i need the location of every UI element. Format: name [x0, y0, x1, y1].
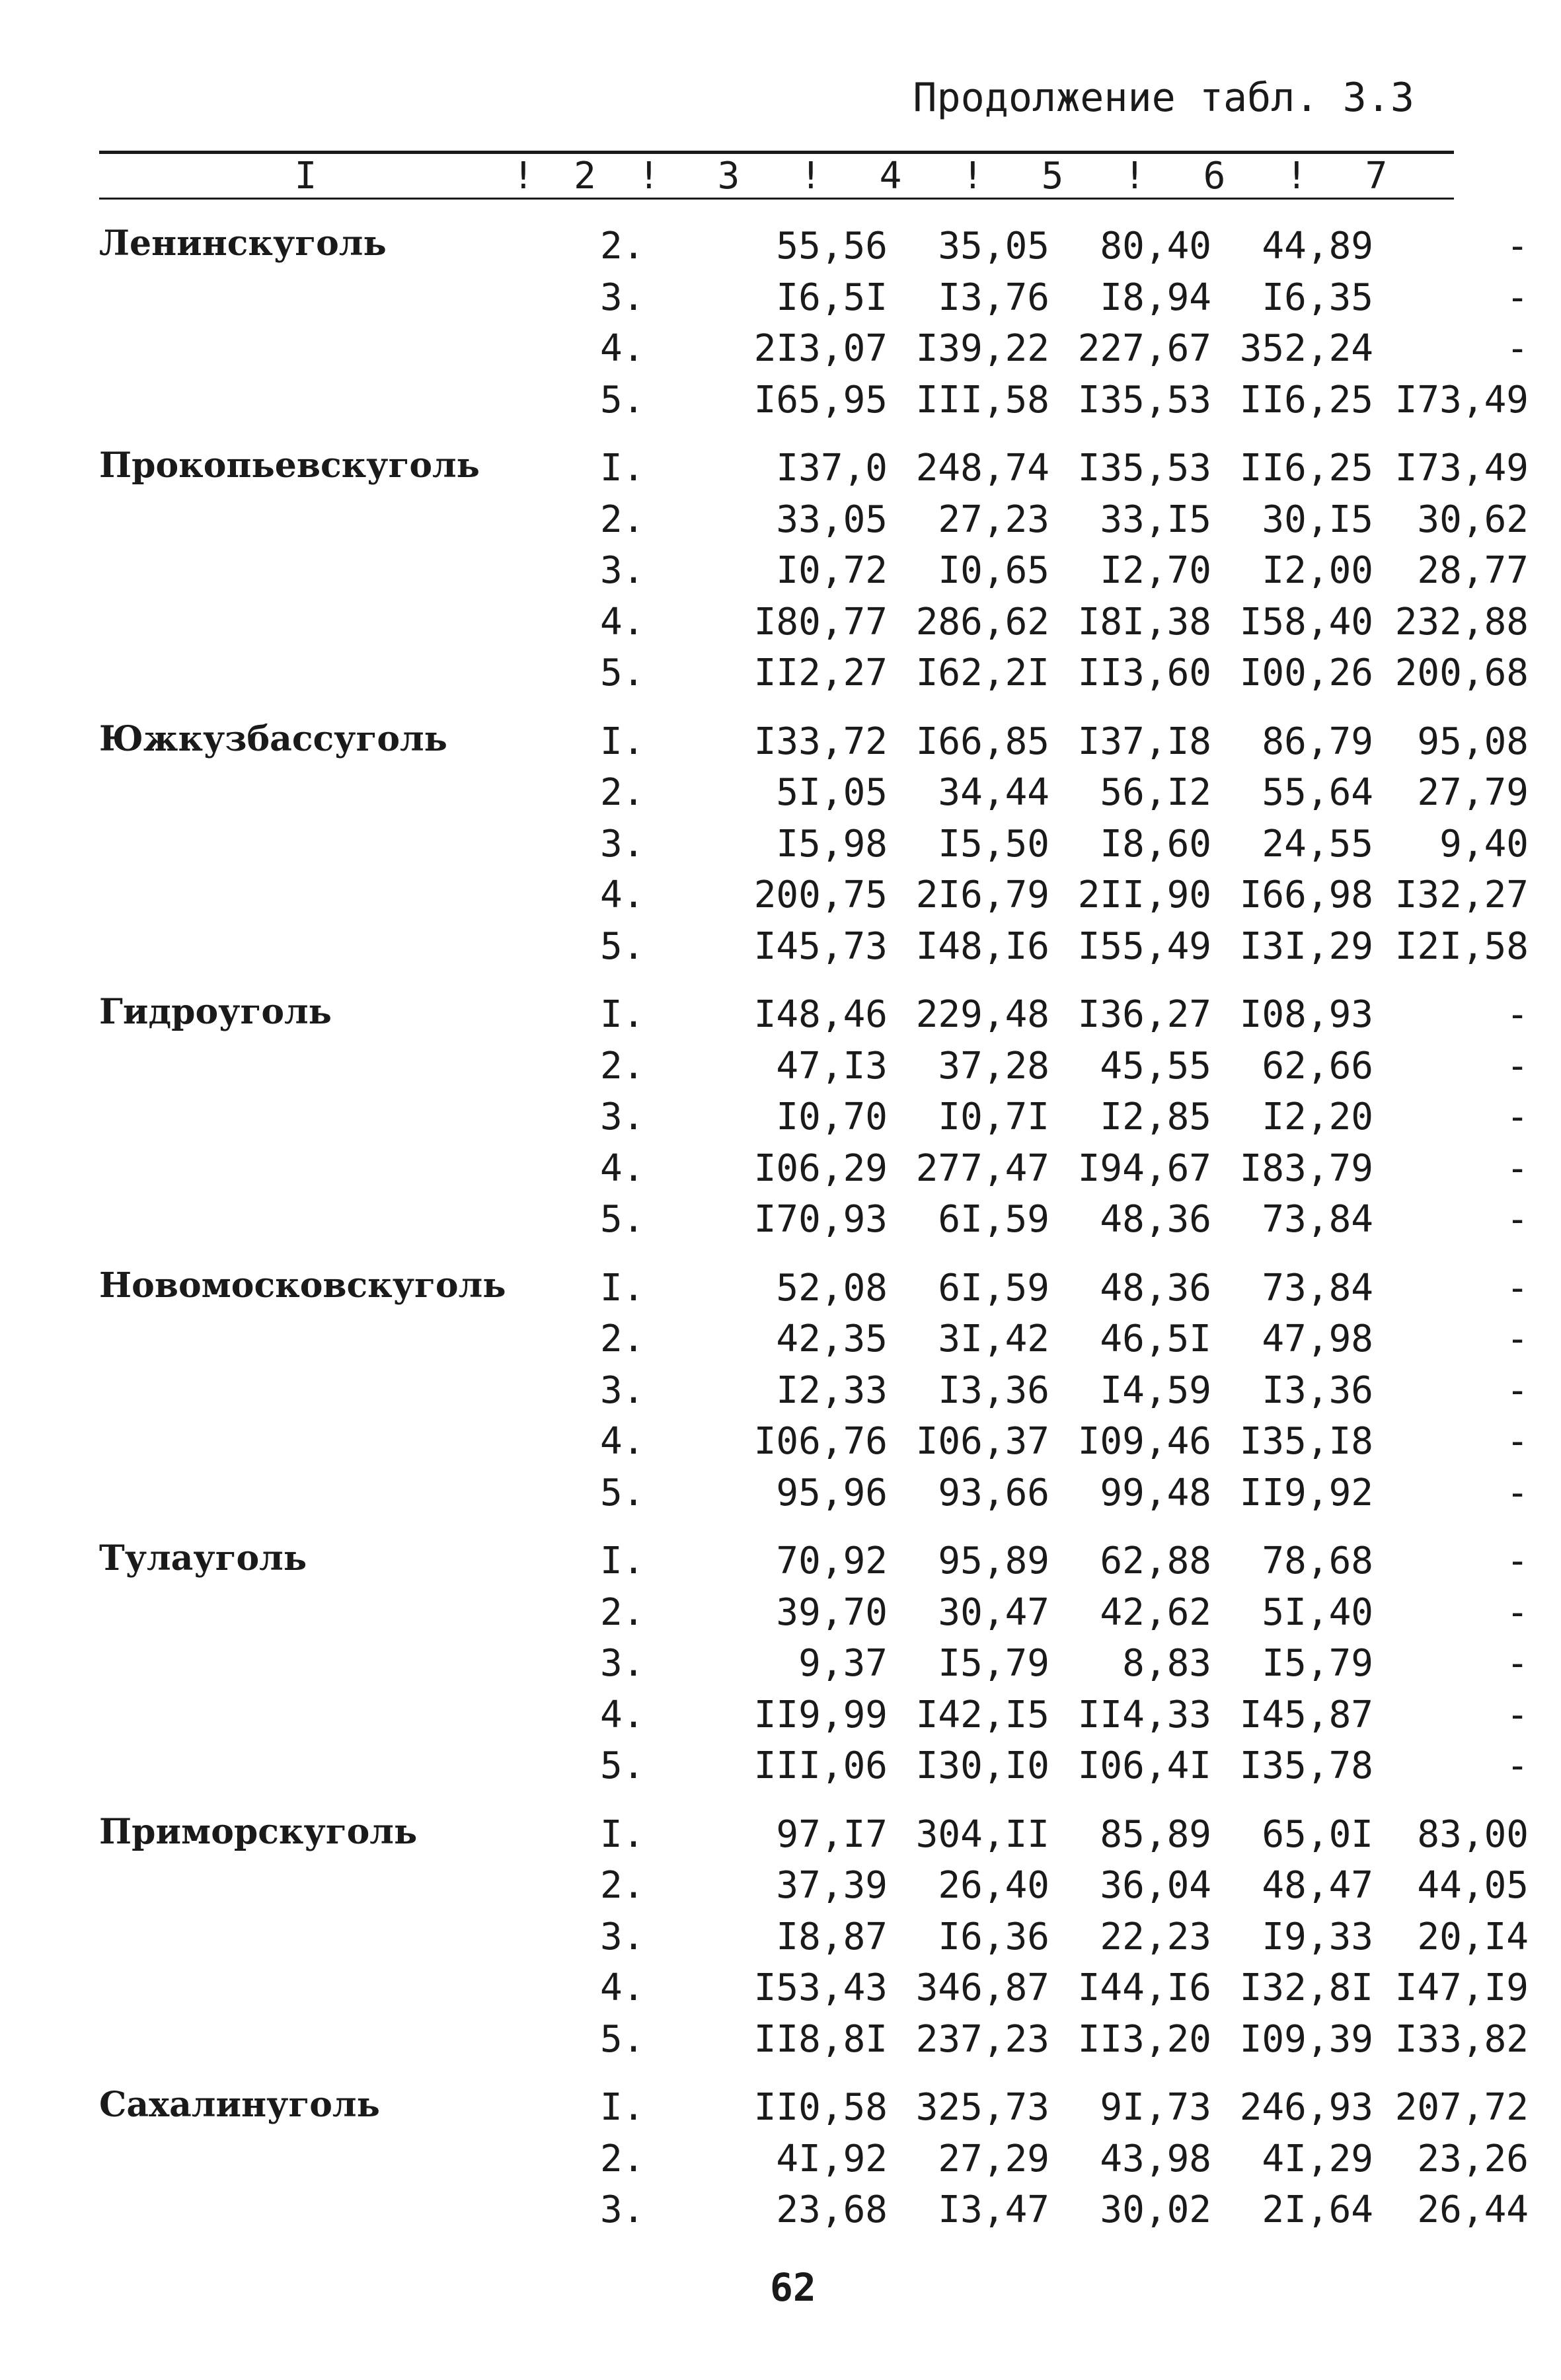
- table-row: [99, 2014, 1529, 2065]
- value-cell-col-5: 8,83: [1122, 1642, 1211, 1686]
- header-col-5: [962, 154, 1123, 198]
- row-index: 4.: [600, 327, 645, 371]
- value-cell-col-5: 36,04: [1100, 1864, 1211, 1908]
- value-cell-col-5: 99,48: [1100, 1471, 1211, 1514]
- table-row: [99, 1365, 1529, 1417]
- value-cell-col-7: 83,00: [1417, 1812, 1529, 1856]
- header-col-3: [638, 154, 800, 198]
- value-cell-col-4: 248,74: [915, 447, 1049, 490]
- value-cell-col-4: I0,65: [938, 549, 1049, 593]
- value-cell-col-6: I66,98: [1239, 874, 1373, 917]
- value-cell-col-7: -: [1506, 1420, 1529, 1464]
- row-index: 5.: [600, 2017, 645, 2061]
- value-cell-col-4: I3,36: [938, 1368, 1049, 1412]
- header-separator: !: [638, 154, 660, 198]
- value-cell-col-3: I33,72: [753, 720, 888, 763]
- page-number: 62: [770, 2265, 816, 2310]
- value-cell-col-3: I45,73: [753, 924, 888, 968]
- header-col-3-label: 3: [717, 154, 740, 198]
- value-cell-col-4: I06,37: [915, 1420, 1049, 1464]
- value-cell-col-5: 62,88: [1100, 1540, 1211, 1583]
- value-cell-col-6: 55,64: [1262, 771, 1373, 815]
- value-cell-col-6: II9,92: [1239, 1471, 1373, 1514]
- value-cell-col-4: I3,76: [938, 276, 1049, 319]
- header-col-6-label: 6: [1203, 154, 1226, 198]
- value-cell-col-6: 246,93: [1239, 2086, 1373, 2130]
- value-cell-col-6: 78,68: [1262, 1540, 1373, 1583]
- row-index: I.: [600, 720, 645, 763]
- value-cell-col-5: 46,5I: [1100, 1318, 1211, 1361]
- row-index: I.: [600, 447, 645, 490]
- value-cell-col-7: I33,82: [1394, 2017, 1529, 2061]
- value-cell-col-6: 62,66: [1262, 1044, 1373, 1088]
- value-cell-col-6: I6,35: [1262, 276, 1373, 319]
- table-row: [99, 1194, 1529, 1246]
- value-cell-col-3: 2I3,07: [753, 327, 888, 371]
- table-row: [99, 767, 1529, 819]
- value-cell-col-3: II9,99: [753, 1693, 888, 1736]
- table-row: [99, 1314, 1529, 1365]
- value-cell-col-5: I36,27: [1077, 993, 1211, 1037]
- value-cell-col-3: I37,0: [776, 447, 888, 490]
- value-cell-col-6: 44,89: [1262, 225, 1373, 268]
- value-cell-col-4: 27,29: [938, 2137, 1049, 2180]
- value-cell-col-3: I65,95: [753, 378, 888, 422]
- company-group: [99, 221, 1529, 426]
- value-cell-col-5: II3,20: [1077, 2017, 1211, 2061]
- company-name: Южкузбассуголь: [99, 718, 447, 759]
- row-index: 2.: [600, 498, 645, 541]
- value-cell-col-5: 42,62: [1100, 1590, 1211, 1634]
- value-cell-col-6: I3I,29: [1239, 924, 1373, 968]
- row-index: 2.: [600, 1864, 645, 1908]
- header-col-2-label: 2: [574, 154, 596, 198]
- value-cell-col-7: -: [1506, 993, 1529, 1037]
- value-cell-col-5: I2,70: [1100, 549, 1211, 593]
- value-cell-col-6: 48,47: [1262, 1864, 1373, 1908]
- value-cell-col-4: 93,66: [938, 1471, 1049, 1514]
- row-index: 2.: [600, 1318, 645, 1361]
- value-cell-col-3: I48,46: [753, 993, 888, 1037]
- company-name: Гидроуголь: [99, 992, 332, 1032]
- row-index: 4.: [600, 1146, 645, 1190]
- value-cell-col-5: II4,33: [1077, 1693, 1211, 1736]
- value-cell-col-3: II2,27: [753, 651, 888, 695]
- value-cell-col-6: 73,84: [1262, 1198, 1373, 1242]
- row-index: 5.: [600, 1744, 645, 1788]
- value-cell-col-3: 4I,92: [776, 2137, 888, 2180]
- value-cell-col-6: 4I,29: [1262, 2137, 1373, 2180]
- value-cell-col-3: I53,43: [753, 1966, 888, 2010]
- value-cell-col-5: I4,59: [1100, 1368, 1211, 1412]
- company-group: [99, 2082, 1529, 2236]
- table-row: [99, 494, 1529, 546]
- value-cell-col-3: 55,56: [776, 225, 888, 268]
- row-index: 3.: [600, 1915, 645, 1958]
- value-cell-col-6: I3,36: [1262, 1368, 1373, 1412]
- value-cell-col-4: 237,23: [915, 2017, 1049, 2061]
- value-cell-col-4: 27,23: [938, 498, 1049, 541]
- value-cell-col-4: I5,50: [938, 822, 1049, 866]
- table-row: [99, 1587, 1529, 1639]
- value-cell-col-5: I44,I6: [1077, 1966, 1211, 2010]
- value-cell-col-7: I73,49: [1394, 378, 1529, 422]
- header-col-4-label: 4: [879, 154, 902, 198]
- value-cell-col-3: 52,08: [776, 1266, 888, 1310]
- value-cell-col-7: 44,05: [1417, 1864, 1529, 1908]
- table-row: [99, 819, 1529, 870]
- company-group: [99, 443, 1529, 699]
- value-cell-col-4: I66,85: [915, 720, 1049, 763]
- value-cell-col-4: I39,22: [915, 327, 1049, 371]
- row-index: 3.: [600, 2188, 645, 2232]
- company-name: Сахалинуголь: [99, 2085, 380, 2125]
- value-cell-col-5: I55,49: [1077, 924, 1211, 968]
- header-separator: !: [1285, 154, 1308, 198]
- value-cell-col-4: I6,36: [938, 1915, 1049, 1958]
- value-cell-col-5: 9I,73: [1100, 2086, 1211, 2130]
- value-cell-col-5: 48,36: [1100, 1266, 1211, 1310]
- value-cell-col-5: I8,60: [1100, 822, 1211, 866]
- value-cell-col-6: 5I,40: [1262, 1590, 1373, 1634]
- table-row: [99, 545, 1529, 597]
- table-row: [99, 597, 1529, 648]
- value-cell-col-3: 95,96: [776, 1471, 888, 1514]
- value-cell-col-7: -: [1506, 1266, 1529, 1310]
- company-name: Ленинскуголь: [99, 223, 387, 264]
- value-cell-col-4: I30,I0: [915, 1744, 1049, 1788]
- value-cell-col-7: -: [1506, 1540, 1529, 1583]
- value-cell-col-5: I09,46: [1077, 1420, 1211, 1464]
- value-cell-col-3: 39,70: [776, 1590, 888, 1634]
- value-cell-col-7: I47,I9: [1394, 1966, 1529, 2010]
- value-cell-col-7: -: [1506, 1744, 1529, 1788]
- table-row: [99, 648, 1529, 699]
- company-group: [99, 716, 1529, 973]
- value-cell-col-4: 6I,59: [938, 1198, 1049, 1242]
- value-cell-col-6: I35,I8: [1239, 1420, 1373, 1464]
- value-cell-col-6: 73,84: [1262, 1266, 1373, 1310]
- row-index: 5.: [600, 651, 645, 695]
- value-cell-col-3: I5,98: [776, 822, 888, 866]
- value-cell-col-3: II0,58: [753, 2086, 888, 2130]
- table-row: [99, 323, 1529, 375]
- company-group: [99, 989, 1529, 1246]
- row-index: 2.: [600, 225, 645, 268]
- value-cell-col-3: 33,05: [776, 498, 888, 541]
- value-cell-col-7: -: [1506, 1642, 1529, 1686]
- value-cell-col-4: 2I6,79: [915, 874, 1049, 917]
- value-cell-col-4: 346,87: [915, 1966, 1049, 2010]
- value-cell-col-5: I8I,38: [1077, 600, 1211, 644]
- company-name: Прокопьевскуголь: [99, 445, 480, 486]
- table-row: [99, 1638, 1529, 1690]
- value-cell-col-3: II8,8I: [753, 2017, 888, 2061]
- value-cell-col-7: 20,I4: [1417, 1915, 1529, 1958]
- value-cell-col-6: I32,8I: [1239, 1966, 1373, 2010]
- value-cell-col-4: 30,47: [938, 1590, 1049, 1634]
- value-cell-col-7: I2I,58: [1394, 924, 1529, 968]
- value-cell-col-5: II3,60: [1077, 651, 1211, 695]
- company-group: [99, 1263, 1529, 1519]
- row-index: 2.: [600, 1044, 645, 1088]
- header-col-2: [512, 154, 638, 198]
- value-cell-col-3: I8,87: [776, 1915, 888, 1958]
- value-cell-col-5: 227,67: [1077, 327, 1211, 371]
- row-index: 4.: [600, 600, 645, 644]
- value-cell-col-4: 34,44: [938, 771, 1049, 815]
- row-index: 3.: [600, 1642, 645, 1686]
- row-index: I.: [600, 993, 645, 1037]
- table-row: [99, 375, 1529, 426]
- table-row: [99, 921, 1529, 973]
- company-name: Новомосковскуголь: [99, 1265, 506, 1306]
- row-index: 5.: [600, 378, 645, 422]
- value-cell-col-3: I2,33: [776, 1368, 888, 1412]
- value-cell-col-5: 33,I5: [1100, 498, 1211, 541]
- table-row: [99, 1912, 1529, 1963]
- value-cell-col-3: 97,I7: [776, 1812, 888, 1856]
- table-header-rule: [99, 198, 1454, 200]
- value-cell-col-3: I06,76: [753, 1420, 888, 1464]
- row-index: 2.: [600, 2137, 645, 2180]
- value-cell-col-6: I2,20: [1262, 1096, 1373, 1139]
- value-cell-col-3: I6,5I: [776, 276, 888, 319]
- value-cell-col-7: 28,77: [1417, 549, 1529, 593]
- value-cell-col-3: 5I,05: [776, 771, 888, 815]
- value-cell-col-4: 95,89: [938, 1540, 1049, 1583]
- value-cell-col-4: 229,48: [915, 993, 1049, 1037]
- value-cell-col-6: 24,55: [1262, 822, 1373, 866]
- value-cell-col-7: 23,26: [1417, 2137, 1529, 2180]
- value-cell-col-5: 43,98: [1100, 2137, 1211, 2180]
- header-col-7-label: 7: [1365, 154, 1388, 198]
- header-col-1-label: I: [294, 154, 317, 198]
- value-cell-col-3: I80,77: [753, 600, 888, 644]
- value-cell-col-5: 22,23: [1100, 1915, 1211, 1958]
- value-cell-col-3: 9,37: [798, 1642, 888, 1686]
- company-name: Тулауголь: [99, 1538, 307, 1579]
- value-cell-col-3: I70,93: [753, 1198, 888, 1242]
- row-index: 5.: [600, 1198, 645, 1242]
- value-cell-col-3: 42,35: [776, 1318, 888, 1361]
- value-cell-col-7: 232,88: [1394, 600, 1529, 644]
- value-cell-col-7: 27,79: [1417, 771, 1529, 815]
- header-col-1: [99, 154, 512, 198]
- value-cell-col-7: -: [1506, 1318, 1529, 1361]
- row-index: 4.: [600, 874, 645, 917]
- header-separator: !: [800, 154, 822, 198]
- row-index: I.: [600, 2086, 645, 2130]
- value-cell-col-4: I3,47: [938, 2188, 1049, 2232]
- value-cell-col-6: I09,39: [1239, 2017, 1373, 2061]
- value-cell-col-4: 286,62: [915, 600, 1049, 644]
- table-row: [99, 272, 1529, 324]
- table-row: [99, 1041, 1529, 1092]
- value-cell-col-5: 30,02: [1100, 2188, 1211, 2232]
- table-row: [99, 2184, 1529, 2236]
- company-group: [99, 1809, 1529, 2065]
- value-cell-col-4: III,58: [915, 378, 1049, 422]
- header-col-6: [1123, 154, 1285, 198]
- value-cell-col-6: I35,78: [1239, 1744, 1373, 1788]
- data-table: [99, 151, 1529, 2253]
- value-cell-col-7: -: [1506, 1146, 1529, 1190]
- value-cell-col-7: -: [1506, 1198, 1529, 1242]
- value-cell-col-4: 3I,42: [938, 1318, 1049, 1361]
- value-cell-col-6: 2I,64: [1262, 2188, 1373, 2232]
- value-cell-col-4: 35,05: [938, 225, 1049, 268]
- value-cell-col-4: 325,73: [915, 2086, 1049, 2130]
- value-cell-col-4: I48,I6: [915, 924, 1049, 968]
- value-cell-col-6: I58,40: [1239, 600, 1373, 644]
- value-cell-col-7: 200,68: [1394, 651, 1529, 695]
- value-cell-col-4: I42,I5: [915, 1693, 1049, 1736]
- value-cell-col-4: 304,II: [915, 1812, 1049, 1856]
- value-cell-col-7: -: [1506, 1044, 1529, 1088]
- value-cell-col-5: I37,I8: [1077, 720, 1211, 763]
- table-row: [99, 870, 1529, 921]
- row-index: 3.: [600, 549, 645, 593]
- table-row: [99, 1092, 1529, 1143]
- value-cell-col-6: 47,98: [1262, 1318, 1373, 1361]
- row-index: 2.: [600, 1590, 645, 1634]
- value-cell-col-6: II6,25: [1239, 378, 1373, 422]
- value-cell-col-7: 9,40: [1439, 822, 1529, 866]
- value-cell-col-3: I06,29: [753, 1146, 888, 1190]
- value-cell-col-5: 45,55: [1100, 1044, 1211, 1088]
- table-row: [99, 1468, 1529, 1519]
- value-cell-col-7: 26,44: [1417, 2188, 1529, 2232]
- value-cell-col-6: 352,24: [1239, 327, 1373, 371]
- value-cell-col-7: -: [1506, 225, 1529, 268]
- header-col-7: [1285, 154, 1447, 198]
- value-cell-col-5: I35,53: [1077, 447, 1211, 490]
- value-cell-col-5: 56,I2: [1100, 771, 1211, 815]
- table-header-row: [99, 154, 1454, 198]
- row-index: 2.: [600, 771, 645, 815]
- row-index: I.: [600, 1812, 645, 1856]
- value-cell-col-5: I2,85: [1100, 1096, 1211, 1139]
- value-cell-col-7: -: [1506, 1590, 1529, 1634]
- value-cell-col-5: I8,94: [1100, 276, 1211, 319]
- value-cell-col-5: I94,67: [1077, 1146, 1211, 1190]
- row-index: 4.: [600, 1420, 645, 1464]
- value-cell-col-3: I0,70: [776, 1096, 888, 1139]
- value-cell-col-6: I08,93: [1239, 993, 1373, 1037]
- value-cell-col-3: I0,72: [776, 549, 888, 593]
- value-cell-col-7: 207,72: [1394, 2086, 1529, 2130]
- table-row: [99, 1740, 1529, 1792]
- value-cell-col-3: 200,75: [753, 874, 888, 917]
- value-cell-col-5: 48,36: [1100, 1198, 1211, 1242]
- value-cell-col-7: -: [1506, 1471, 1529, 1514]
- value-cell-col-6: 65,0I: [1262, 1812, 1373, 1856]
- company-name: Приморскуголь: [99, 1811, 418, 1852]
- table-caption: Продолжение табл. 3.3: [913, 75, 1414, 121]
- table-row: [99, 1690, 1529, 1741]
- value-cell-col-4: I0,7I: [938, 1096, 1049, 1139]
- value-cell-col-5: I35,53: [1077, 378, 1211, 422]
- value-cell-col-4: 37,28: [938, 1044, 1049, 1088]
- value-cell-col-7: -: [1506, 276, 1529, 319]
- row-index: 3.: [600, 1368, 645, 1412]
- row-index: 3.: [600, 276, 645, 319]
- row-index: I.: [600, 1266, 645, 1310]
- value-cell-col-7: -: [1506, 327, 1529, 371]
- value-cell-col-6: I00,26: [1239, 651, 1373, 695]
- row-index: 3.: [600, 1096, 645, 1139]
- value-cell-col-3: III,06: [753, 1744, 888, 1788]
- header-col-5-label: 5: [1041, 154, 1064, 198]
- value-cell-col-7: I32,27: [1394, 874, 1529, 917]
- table-row: [99, 1962, 1529, 2014]
- value-cell-col-6: 30,I5: [1262, 498, 1373, 541]
- table-row: [99, 2134, 1529, 2185]
- value-cell-col-6: I5,79: [1262, 1642, 1373, 1686]
- value-cell-col-7: -: [1506, 1368, 1529, 1412]
- value-cell-col-4: 6I,59: [938, 1266, 1049, 1310]
- table-row: [99, 1416, 1529, 1468]
- header-separator: !: [962, 154, 984, 198]
- row-index: 3.: [600, 822, 645, 866]
- header-col-4: [800, 154, 962, 198]
- row-index: 4.: [600, 1693, 645, 1736]
- value-cell-col-7: 95,08: [1417, 720, 1529, 763]
- value-cell-col-5: 2II,90: [1077, 874, 1211, 917]
- value-cell-col-5: 80,40: [1100, 225, 1211, 268]
- table-body: [99, 221, 1529, 2236]
- value-cell-col-6: I9,33: [1262, 1915, 1373, 1958]
- value-cell-col-6: I2,00: [1262, 549, 1373, 593]
- value-cell-col-7: 30,62: [1417, 498, 1529, 541]
- value-cell-col-4: 26,40: [938, 1864, 1049, 1908]
- table-row: [99, 1860, 1529, 1912]
- value-cell-col-5: I06,4I: [1077, 1744, 1211, 1788]
- value-cell-col-3: 23,68: [776, 2188, 888, 2232]
- row-index: 4.: [600, 1966, 645, 2010]
- value-cell-col-7: -: [1506, 1096, 1529, 1139]
- value-cell-col-4: 277,47: [915, 1146, 1049, 1190]
- value-cell-col-6: 86,79: [1262, 720, 1373, 763]
- value-cell-col-7: -: [1506, 1693, 1529, 1736]
- company-group: [99, 1536, 1529, 1792]
- value-cell-col-4: I5,79: [938, 1642, 1049, 1686]
- value-cell-col-4: I62,2I: [915, 651, 1049, 695]
- row-index: 5.: [600, 924, 645, 968]
- value-cell-col-6: I83,79: [1239, 1146, 1373, 1190]
- value-cell-col-5: 85,89: [1100, 1812, 1211, 1856]
- value-cell-col-3: 37,39: [776, 1864, 888, 1908]
- value-cell-col-3: 70,92: [776, 1540, 888, 1583]
- header-separator: !: [1123, 154, 1146, 198]
- header-separator: !: [512, 154, 535, 198]
- table-row: [99, 1143, 1529, 1195]
- value-cell-col-6: II6,25: [1239, 447, 1373, 490]
- row-index: 5.: [600, 1471, 645, 1514]
- value-cell-col-3: 47,I3: [776, 1044, 888, 1088]
- value-cell-col-7: I73,49: [1394, 447, 1529, 490]
- value-cell-col-6: I45,87: [1239, 1693, 1373, 1736]
- row-index: I.: [600, 1540, 645, 1583]
